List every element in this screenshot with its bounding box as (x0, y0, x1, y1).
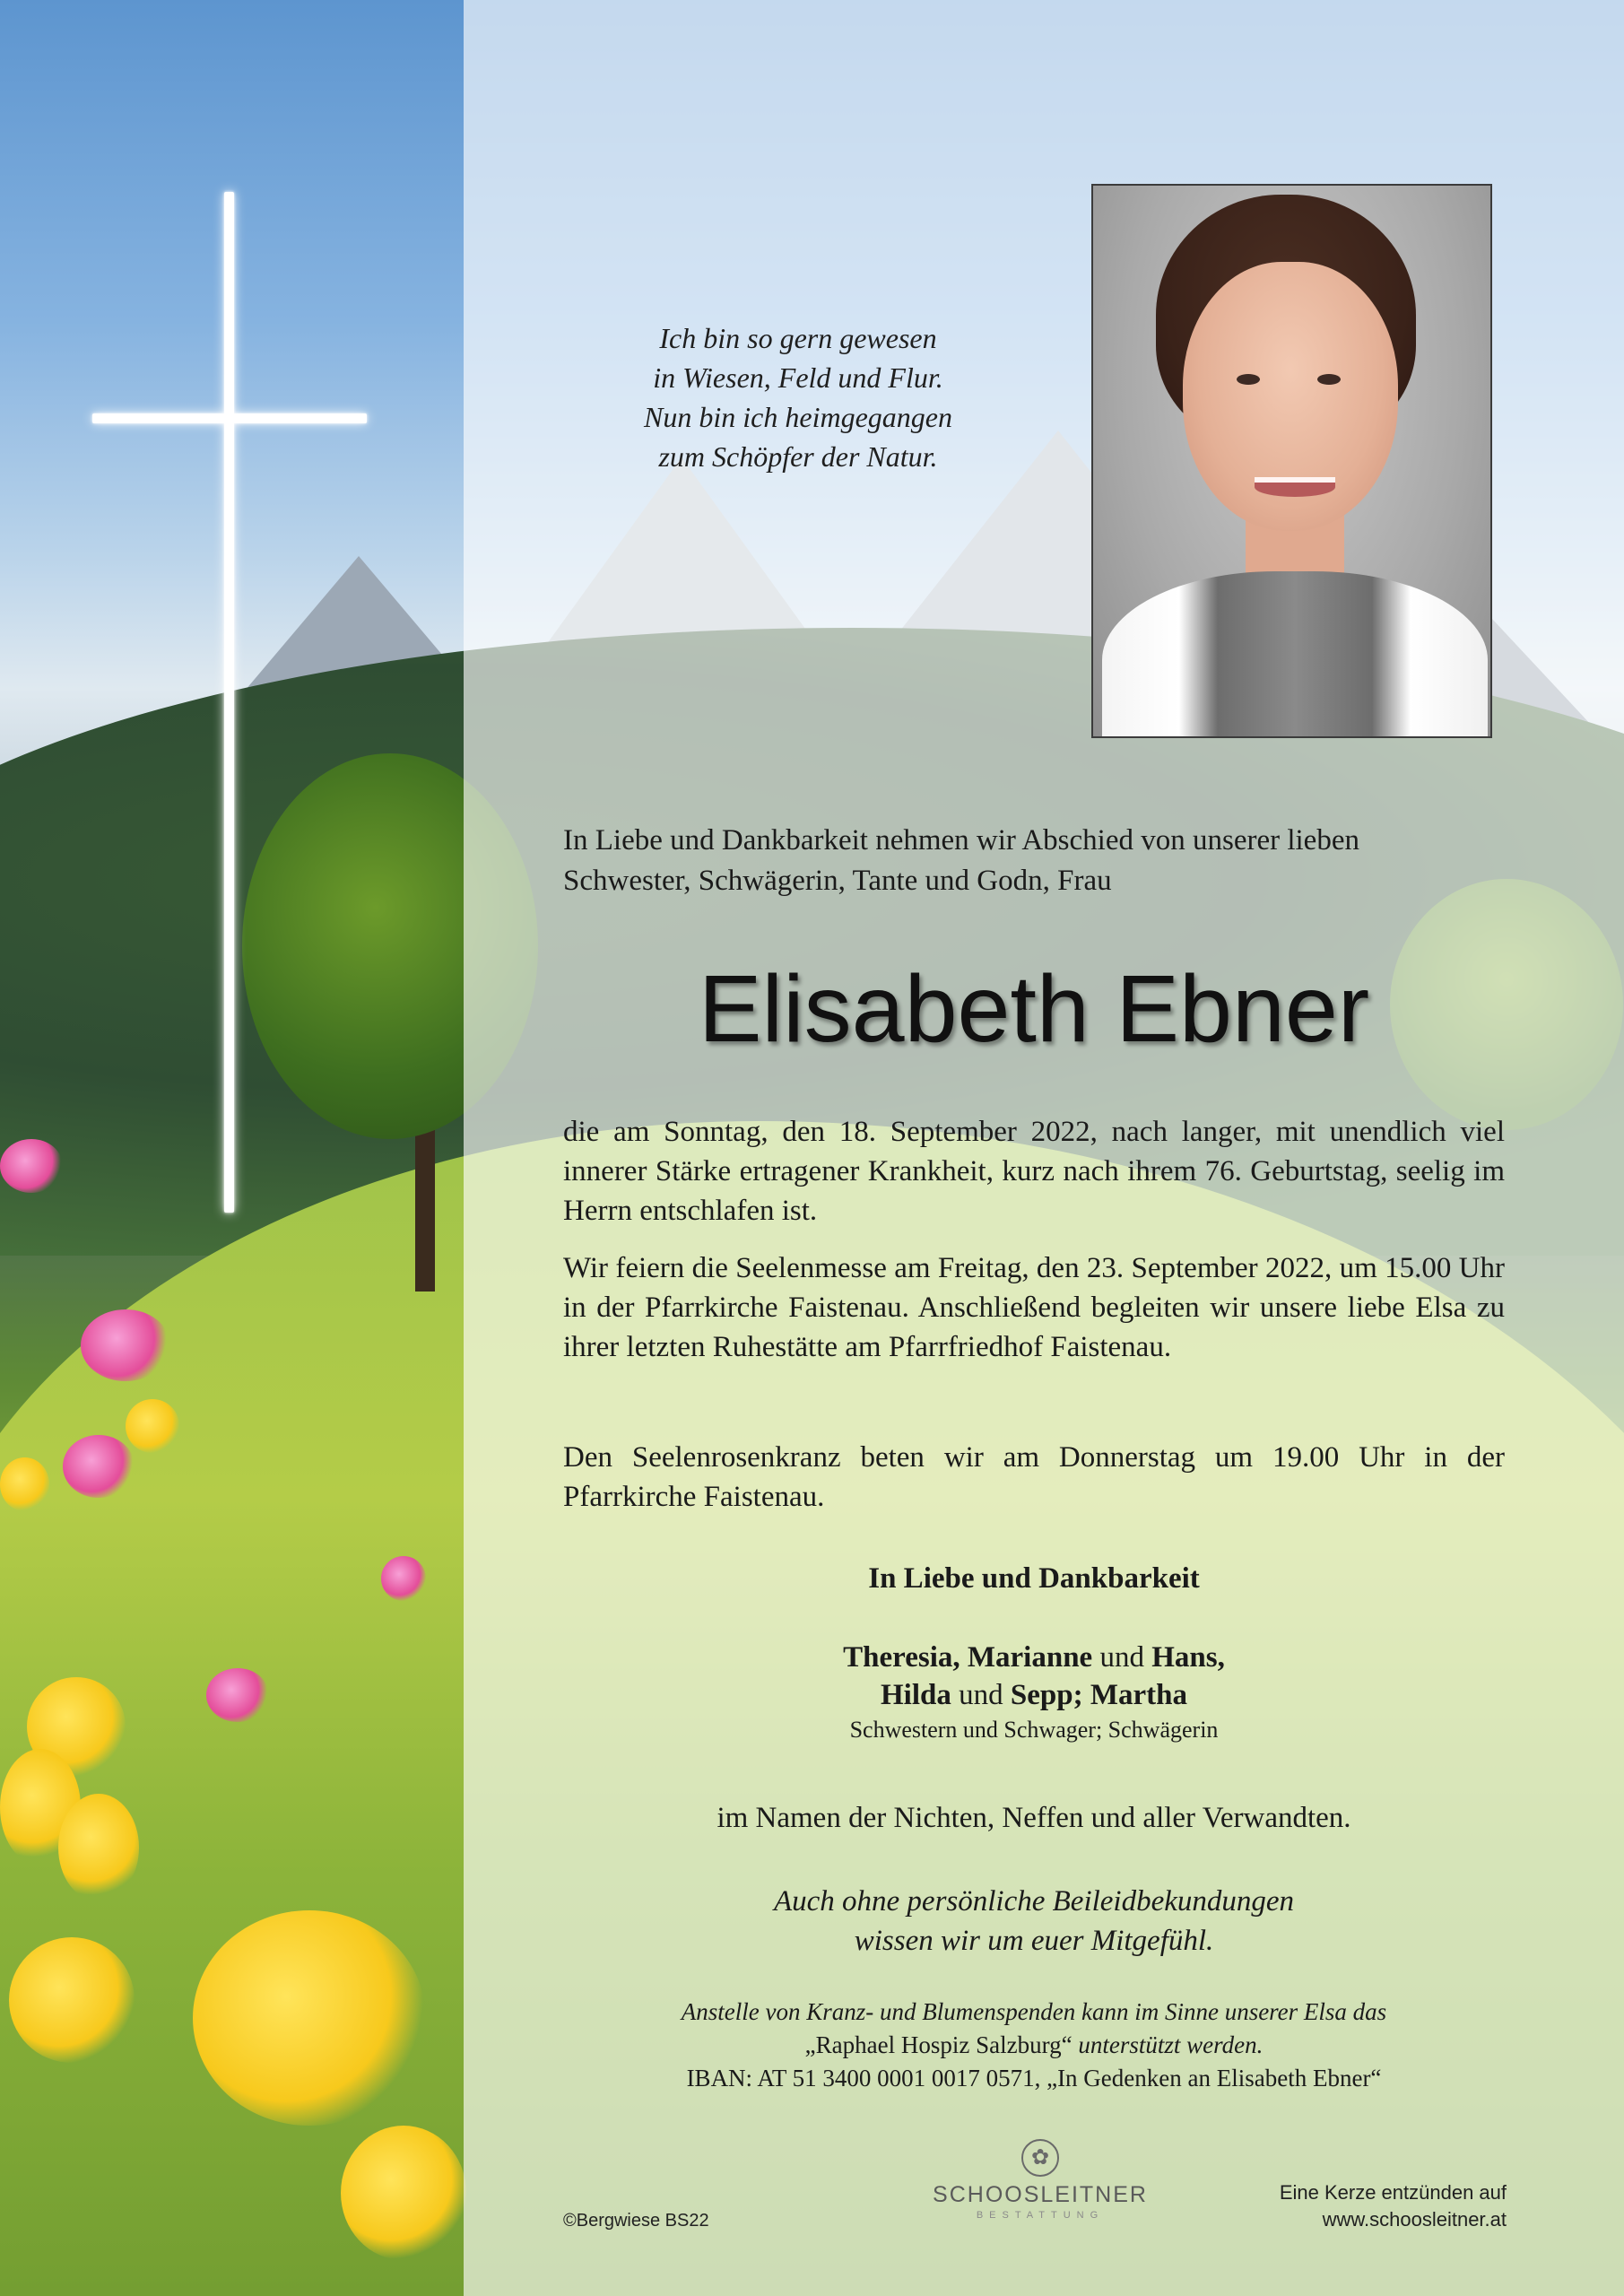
pink-flower (63, 1435, 135, 1498)
donation-org: „Raphael Hospiz Salzburg“ (804, 2031, 1073, 2058)
cross-icon (224, 192, 234, 1213)
mourners-relation: Schwestern und Schwager; Schwägerin (849, 1717, 1219, 1743)
pink-flower (0, 1139, 63, 1193)
donation-text: unterstützt werden. (1072, 2031, 1264, 2058)
intro-line: Schwester, Schwägerin, Tante und Godn, Frau (563, 865, 1112, 897)
website-link[interactable]: www.schoosleitner.at (1322, 2208, 1507, 2231)
no-condolence-line: wissen wir um euer Mitgefühl. (854, 1925, 1214, 1957)
yellow-flower (9, 1937, 135, 2063)
mourners-line (563, 1676, 1505, 1714)
logo-subtitle: BESTATTUNG (976, 2210, 1105, 2221)
funeral-mass-paragraph: Wir feiern die Seelenmesse am Freitag, den 23. September 2022, um 15.00 Uhr in der Pfarrkirche Faistenau. Anschließend begleiten wir unsere liebe Elsa zu ihrer letzten Ruhestätte am Pfarrfriedhof Faistenau. (563, 1252, 1505, 1363)
deceased-name: Elisabeth Ebner (698, 956, 1370, 1062)
poem-line: zum Schöpfer der Natur. (658, 440, 938, 473)
funeral-home-logo (933, 2139, 1148, 2221)
yellow-flower (58, 1794, 139, 1901)
rose-icon: ✿ (1021, 2139, 1059, 2177)
thanks-heading: In Liebe und Dankbarkeit (868, 1562, 1200, 1595)
yellow-flower (0, 1457, 49, 1511)
donation-line (563, 1996, 1505, 2029)
yellow-flower (193, 1910, 426, 2126)
rosary-paragraph: Den Seelenrosenkranz beten wir am Donnerstag um 19.00 Uhr in der Pfarrkirche Faistenau. (563, 1441, 1505, 1513)
donation-line (563, 2029, 1505, 2062)
portrait-photo (1091, 184, 1492, 738)
portrait-eye (1317, 374, 1341, 385)
death-paragraph: die am Sonntag, den 18. September 2022, nach langer, mit unendlich viel innerer Stärke ertragener Krankheit, kurz nach ihrem 76. Geburtstag, seelig im Herrn entschlafen ist. (563, 1116, 1505, 1227)
donation-iban: IBAN: AT 51 3400 0001 0017 0571, „In Gedenken an Elisabeth Ebner“ (686, 2065, 1382, 2092)
pink-flower (381, 1556, 426, 1601)
pink-flower (81, 1309, 170, 1381)
mourners-line (563, 1639, 1505, 1676)
no-condolence-line: Auch ohne persönliche Beileidbekundungen (773, 1885, 1295, 1918)
yellow-flower (126, 1399, 179, 1453)
candle-link-note (1193, 2179, 1507, 2233)
logo-name: SCHOOSLEITNER (933, 2182, 1148, 2207)
yellow-flower (341, 2126, 466, 2260)
portrait-eye (1237, 374, 1260, 385)
mourner-name: Hilda (881, 1679, 951, 1711)
intro-text (563, 821, 1505, 901)
donation-note (563, 1996, 1505, 2095)
no-condolence-text (563, 1882, 1505, 1961)
mourners-conjunction: und (1099, 1641, 1144, 1674)
cross-icon-beam (92, 413, 367, 423)
portrait-smile (1255, 477, 1335, 497)
candle-text: Eine Kerze entzünden auf (1279, 2181, 1507, 2204)
pink-flower (206, 1668, 269, 1722)
intro-line: In Liebe und Dankbarkeit nehmen wir Abschied von unserer lieben (563, 824, 1359, 857)
mourners-conjunction: und (959, 1679, 1003, 1711)
poem-line: Ich bin so gern gewesen (659, 322, 937, 354)
image-copyright: ©Bergwiese BS22 (563, 2211, 709, 2231)
poem-line: Nun bin ich heimgegangen (644, 401, 952, 433)
mourners-names (563, 1639, 1505, 1714)
tree-trunk (415, 1121, 435, 1292)
memorial-poem (574, 318, 1022, 476)
poem-line: in Wiesen, Feld und Flur. (653, 361, 943, 394)
mourner-name: Sepp; Martha (1010, 1679, 1187, 1711)
on-behalf-text: im Namen der Nichten, Neffen und aller Verwandten. (716, 1802, 1351, 1834)
donation-text: Anstelle von Kranz- und Blumenspenden kann im Sinne unserer Elsa das (681, 1998, 1387, 2025)
mourner-name: Theresia, (843, 1641, 960, 1674)
mourner-name: Marianne (967, 1641, 1093, 1674)
mourner-name: Hans, (1151, 1641, 1225, 1674)
portrait-clothing (1102, 571, 1488, 738)
